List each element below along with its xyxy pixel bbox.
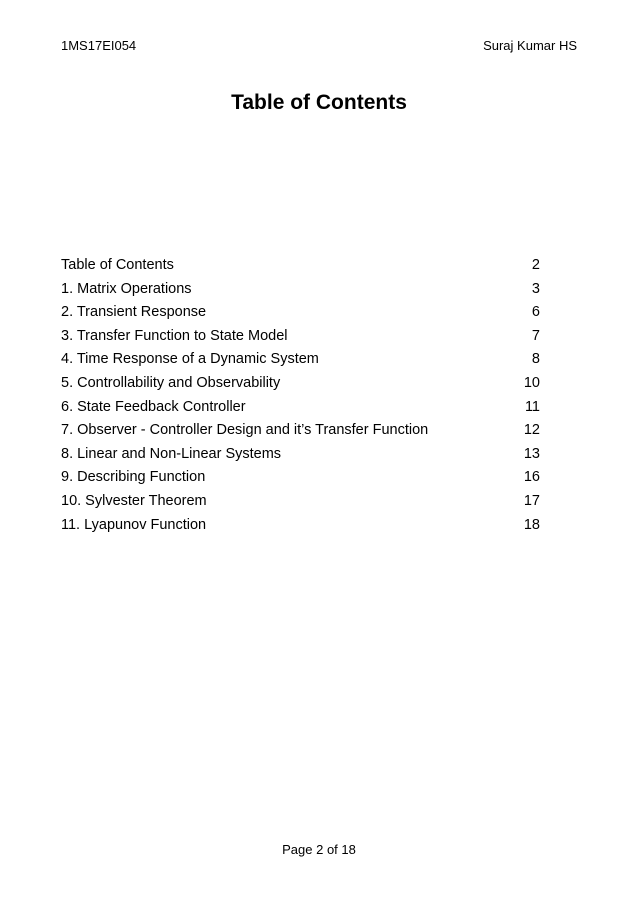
toc-entry-label: 11. Lyapunov Function: [61, 516, 207, 533]
toc-entry-label: Table of Contents: [61, 257, 174, 273]
toc-entry-label: 8. Linear and Non-Linear Systems: [61, 445, 282, 462]
toc-entry[interactable]: [61, 278, 540, 302]
toc-entry-page: 6: [531, 304, 540, 321]
toc-entry-page: 17: [523, 492, 540, 509]
table-of-contents: [61, 254, 540, 537]
toc-entry-page: 11: [524, 398, 540, 415]
toc-entry-page: 8: [531, 351, 540, 368]
toc-entry[interactable]: [61, 419, 540, 443]
toc-entry[interactable]: [61, 325, 540, 349]
toc-entry-label: 5. Controllability and Observability: [61, 374, 281, 391]
toc-entry-page: 18: [523, 516, 540, 533]
toc-entry-label: 1. Matrix Operations: [61, 280, 192, 297]
toc-entry[interactable]: [61, 396, 540, 420]
header-usn: 1MS17EI054: [61, 38, 137, 53]
toc-entry-page: 3: [531, 280, 540, 297]
toc-entry[interactable]: [61, 372, 540, 396]
toc-entry-page: 16: [523, 469, 540, 486]
toc-entry[interactable]: [61, 514, 540, 538]
toc-entry-label: 4. Time Response of a Dynamic System: [61, 351, 319, 368]
toc-entry[interactable]: [61, 466, 540, 490]
toc-entry-page: 12: [523, 422, 540, 439]
toc-entry-label: 10. Sylvester Theorem: [61, 492, 207, 509]
toc-entry-label: 6. State Feedback Controller: [61, 398, 246, 415]
toc-entry-label: 3. Transfer Function to State Model: [61, 327, 288, 344]
toc-entry[interactable]: [61, 301, 540, 325]
toc-entry[interactable]: [61, 443, 540, 467]
toc-entry[interactable]: [61, 348, 540, 372]
toc-entry-label: 7. Observer - Controller Design and it’s Transfer Function: [61, 422, 429, 439]
toc-entry-page: 13: [523, 445, 540, 462]
header-author: Suraj Kumar HS: [483, 38, 577, 53]
page-title: Table of Contents: [231, 91, 407, 114]
toc-entry-page: 7: [531, 327, 540, 344]
toc-entry[interactable]: [61, 254, 540, 278]
toc-entry-page: 2: [531, 257, 540, 273]
toc-entry-page: 10: [523, 374, 540, 391]
page-number-footer: Page 2 of 18: [282, 842, 356, 857]
toc-entry[interactable]: [61, 490, 540, 514]
toc-entry-label: 9. Describing Function: [61, 469, 206, 486]
toc-entry-label: 2. Transient Response: [61, 304, 207, 321]
